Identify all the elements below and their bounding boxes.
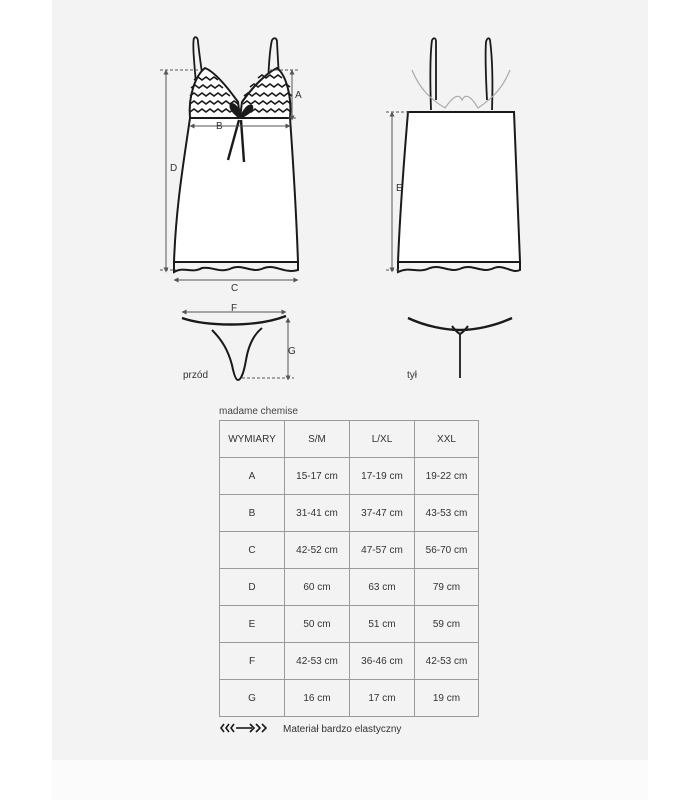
table-cell: 42-53 cm [285, 643, 350, 680]
dim-label-e: E [396, 183, 403, 194]
dim-label-f: F [231, 303, 238, 314]
table-cell: 50 cm [285, 606, 350, 643]
back-thong-drawing [408, 318, 512, 378]
table-cell: 47-57 cm [350, 532, 415, 569]
row-label: A [220, 458, 285, 495]
row-label: C [220, 532, 285, 569]
table-cell: 17-19 cm [350, 458, 415, 495]
column-header: WYMIARY [220, 421, 285, 458]
table-cell: 19-22 cm [415, 458, 479, 495]
row-label: B [220, 495, 285, 532]
table-row [220, 532, 479, 569]
legend-text: Materiał bardzo elastyczny [283, 723, 402, 735]
table-row [220, 569, 479, 606]
row-label: F [220, 643, 285, 680]
dim-label-g: G [288, 346, 296, 357]
dim-label-b: B [216, 121, 223, 132]
table-cell: 63 cm [350, 569, 415, 606]
dim-label-d: D [170, 163, 178, 174]
table-cell: 16 cm [285, 680, 350, 717]
table-cell: 79 cm [415, 569, 479, 606]
size-table [219, 420, 479, 717]
table-header-row [220, 421, 479, 458]
table-cell: 60 cm [285, 569, 350, 606]
row-label: G [220, 680, 285, 717]
table-row [220, 606, 479, 643]
table-cell: 19 cm [415, 680, 479, 717]
dim-label-a: A [295, 90, 302, 101]
table-cell: 36-46 cm [350, 643, 415, 680]
front-view-label: przód [183, 370, 209, 381]
column-header: L/XL [350, 421, 415, 458]
table-cell: 37-47 cm [350, 495, 415, 532]
table-cell: 43-53 cm [415, 495, 479, 532]
table-cell: 59 cm [415, 606, 479, 643]
table-row [220, 643, 479, 680]
column-header: S/M [285, 421, 350, 458]
back-view-label: tył [407, 370, 417, 381]
column-header: XXL [415, 421, 479, 458]
table-caption: madame chemise [219, 406, 298, 417]
table-cell: 51 cm [350, 606, 415, 643]
front-chemise-drawing [174, 37, 298, 272]
table-row [220, 680, 479, 717]
table-row [220, 495, 479, 532]
table-cell: 56-70 cm [415, 532, 479, 569]
table-cell: 31-41 cm [285, 495, 350, 532]
back-chemise-drawing [398, 38, 520, 272]
table-cell: 42-52 cm [285, 532, 350, 569]
table-cell: 17 cm [350, 680, 415, 717]
row-label: D [220, 569, 285, 606]
row-label: E [220, 606, 285, 643]
table-cell: 42-53 cm [415, 643, 479, 680]
table-row [220, 458, 479, 495]
dim-label-c: C [231, 283, 239, 294]
table-cell: 15-17 cm [285, 458, 350, 495]
elasticity-legend [219, 721, 401, 737]
